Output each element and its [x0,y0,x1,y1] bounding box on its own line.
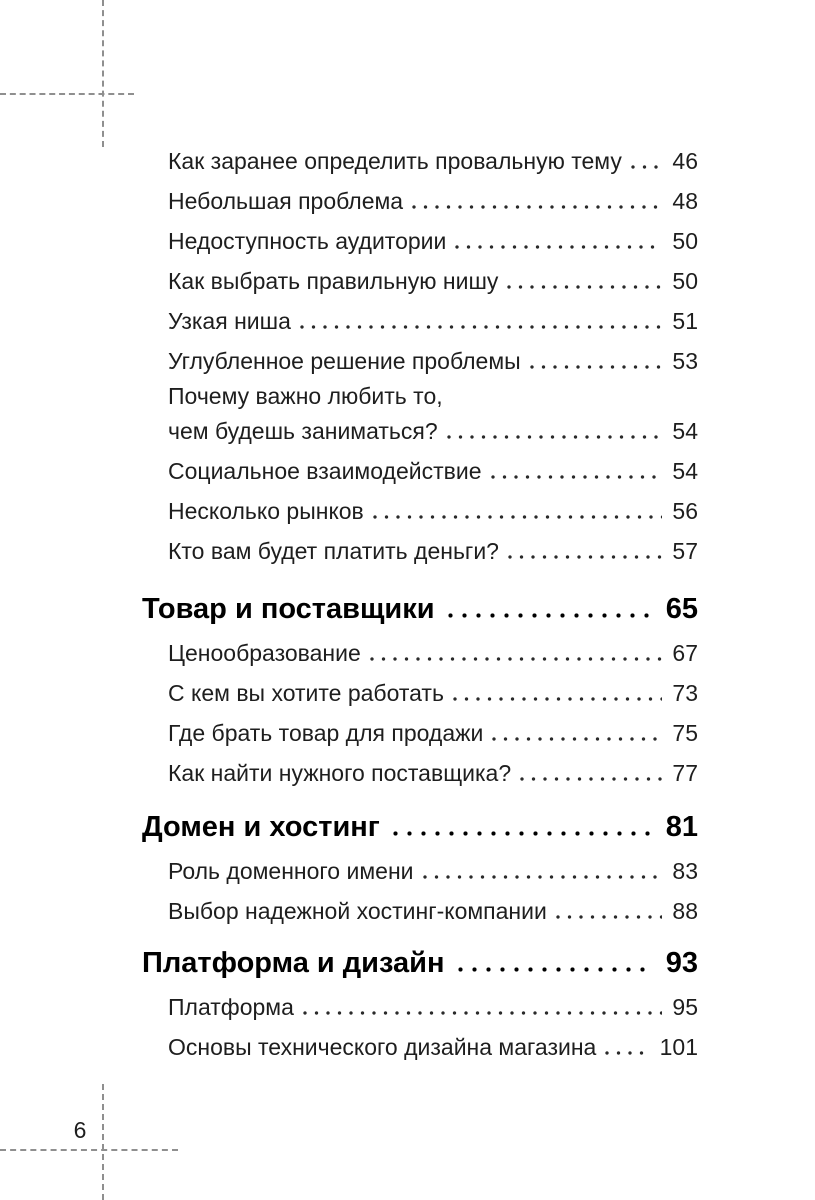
toc-entry-label: Как выбрать правильную нишу [168,268,499,294]
toc-entry-page: 73 [672,680,698,706]
dot-leader [370,657,663,661]
toc-entry [142,851,698,891]
dot-leader [373,515,663,519]
toc-entry [142,141,698,181]
toc-heading-label: Товар и поставщики [142,593,435,625]
toc-section-heading [142,586,698,633]
dot-leader [453,697,662,701]
toc-heading-page: 93 [665,947,698,979]
toc-entry-label: Где брать товар для продажи [168,720,484,746]
toc-heading-page: 65 [665,593,698,625]
dot-leader [455,245,662,249]
toc-section-heading [142,804,698,851]
folio-page-number: 6 [73,1117,87,1143]
toc-entry [142,673,698,713]
toc-entry [142,531,698,571]
toc-entry-label-line1: Почему важно любить то, [168,383,443,409]
toc-entry [142,713,698,753]
toc-entry-label: Как заранее определить провальную тему [168,148,622,174]
toc-heading-label: Платформа и дизайн [142,947,445,979]
crop-mark-bottom-left-vertical [102,1084,104,1200]
toc-heading-page: 81 [665,811,698,843]
toc-entry-label-line2: чем будешь заниматься? [168,418,438,444]
dot-leader [423,875,663,879]
toc-entry-page: 95 [672,994,698,1020]
toc-entry-label: С кем вы хотите работать [168,680,444,706]
toc-entry-page: 46 [672,148,698,174]
dot-leader [393,831,653,836]
table-of-contents [142,141,698,1067]
toc-entry-page: 50 [672,228,698,254]
toc-entry-label: Несколько рынков [168,498,364,524]
toc-entry-label: Небольшая проблема [168,188,404,214]
toc-entry-page: 101 [659,1034,698,1060]
toc-entry-label: Кто вам будет платить деньги? [168,538,499,564]
toc-entry [142,341,698,381]
toc-entry [142,1027,698,1067]
dot-leader [520,777,662,781]
toc-entry-page: 50 [672,268,698,294]
toc-entry-page: 57 [672,538,698,564]
toc-section-heading [142,940,698,987]
toc-entry-label: Ценообразование [168,640,361,666]
toc-entry [142,261,698,301]
toc-entry [142,491,698,531]
toc-entry-page: 48 [672,188,698,214]
toc-entry [142,181,698,221]
dot-leader [605,1051,649,1055]
dot-leader [300,325,663,329]
crop-mark-top-left-vertical [102,0,104,147]
toc-entry-page: 56 [672,498,698,524]
toc-entry-label: Выбор надежной хостинг-компании [168,898,547,924]
dot-leader [448,613,653,618]
crop-mark-bottom-left-horizontal [0,1149,178,1151]
toc-entry [142,301,698,341]
toc-entry [142,633,698,673]
dot-leader [492,737,662,741]
dot-leader [530,365,663,369]
toc-entry [142,451,698,491]
toc-entry-page: 51 [672,308,698,334]
toc-entry-page: 54 [672,418,698,444]
toc-entry-label: Основы технического дизайна магазина [168,1034,597,1060]
toc-entry-label: Углубленное решение проблемы [168,348,521,374]
toc-entry-page: 53 [672,348,698,374]
dot-leader [458,967,653,972]
toc-entry-label: Социальное взаимодействие [168,458,482,484]
toc-entry-label: Роль доменного имени [168,858,414,884]
dot-leader [412,205,662,209]
dot-leader [491,475,663,479]
toc-entry-page: 75 [672,720,698,746]
toc-entry-page: 77 [672,760,698,786]
toc-entry-label: Узкая ниша [168,308,291,334]
dot-leader [303,1011,663,1015]
toc-entry-page: 54 [672,458,698,484]
dot-leader [631,165,663,169]
toc-entry-two-line [142,381,698,451]
toc-entry-page: 83 [672,858,698,884]
toc-entry-label: Как найти нужного поставщика? [168,760,512,786]
toc-entry [142,221,698,261]
dot-leader [447,435,663,439]
dot-leader [507,285,662,289]
toc-entry-label: Платформа [168,994,294,1020]
toc-entry-label: Недоступность аудитории [168,228,447,254]
toc-entry [142,753,698,793]
toc-heading-label: Домен и хостинг [142,811,380,843]
crop-mark-top-left-horizontal [0,93,134,95]
toc-entry [142,987,698,1027]
toc-entry-page: 67 [672,640,698,666]
dot-leader [556,915,663,919]
toc-entry [142,891,698,931]
toc-entry-line2 [142,411,698,451]
toc-entry-page: 88 [672,898,698,924]
dot-leader [508,555,662,559]
